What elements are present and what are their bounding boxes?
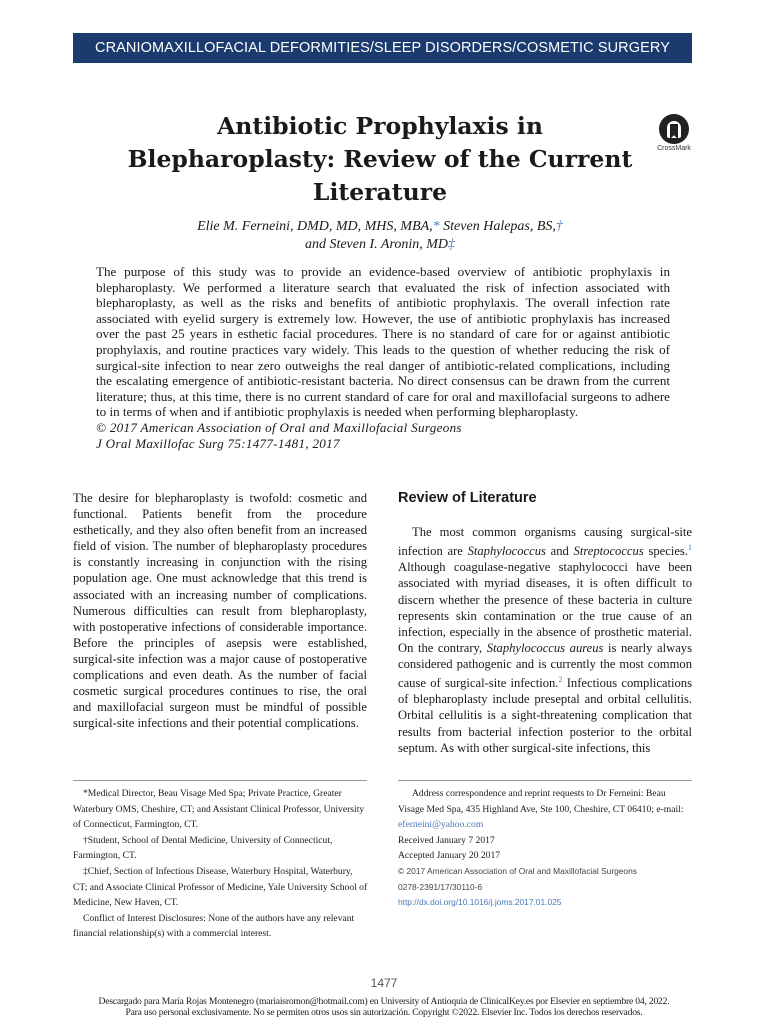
abstract-copyright: © 2017 American Association of Oral and Maxillofacial Surgeons <box>96 419 462 435</box>
abstract <box>96 264 670 451</box>
crossmark-label: CrossMark <box>657 145 691 152</box>
correspondence-text: Address correspondence and reprint requests to Dr Ferneini: Beau Visage Med Spa, 435 Highland Ave, Ste 100, Cheshire, CT 06410; e-mail: eferneini@yahoo.com <box>398 788 684 831</box>
footnote: Conflict of Interest Disclosures: None of the authors have any relevant financial relationship(s) with a commercial interest. <box>73 912 355 940</box>
affiliation-link[interactable]: * <box>432 219 440 234</box>
page-number: 1477 <box>370 976 398 990</box>
footnote: *Medical Director, Beau Visage Med Spa; Private Practice, Greater Waterbury OMS, Cheshire, CT; and Assistant Clinical Professor, University of Connecticut, Farmington, CT. <box>73 788 365 831</box>
footnote-divider <box>73 780 367 781</box>
section-banner: CRANIOMAXILLOFACIAL DEFORMITIES/SLEEP DISORDERS/COSMETIC SURGERY <box>73 33 692 63</box>
introduction-column <box>73 490 367 731</box>
affiliation-link[interactable]: † <box>555 219 563 234</box>
email-link[interactable]: eferneini@yahoo.com <box>398 819 484 831</box>
crossmark-badge[interactable] <box>654 114 694 152</box>
affiliation-link[interactable]: ‡ <box>448 237 456 252</box>
title-line: Literature <box>312 178 448 206</box>
reference-link[interactable]: 1 <box>687 543 692 553</box>
copyright-line: © 2017 American Association of Oral and Maxillofacial Surgeons <box>398 865 637 876</box>
footnote: ‡Chief, Section of Infectious Disease, Waterbury Hospital, Waterbury, CT; and Associate Clinical Professor of Medicine, Yale University School of Medicine, New Haven, CT. <box>73 865 368 909</box>
footnote: †Student, School of Dental Medicine, University of Connecticut, Farmington, CT. <box>73 834 333 862</box>
article-title <box>95 110 665 209</box>
review-paragraph: The most common organisms causing surgical-site infection are Staphylococcus and Streptococcus species.$^1$ Although coagulase-negative staphylococci have been associated with myriad diseases, it is often difficult to discern whether the presence of these bacteria in culture represents skin contamination or the true cause of an infection, especially in the absence of prosthetic material. On the contrary, Staphylococcus aureus is nearly always considered pathogenic and is currently the most common cause of surgical-site infection.$^2$ Infectious complications of blepharoplasty include preseptal and orbital cellulitis. Orbital cellulitis is a sight-threatening complication that results from bacterial infection posterior to the orbital septum. As with other surgical-site infections, this <box>398 525 692 755</box>
author-name: Steven Halepas, BS, <box>443 219 556 234</box>
author-name: Elie M. Ferneini, DMD, MD, MHS, MBA, <box>197 219 433 234</box>
doi-link[interactable]: http://dx.doi.org/10.1016/j.joms.2017.01.025 <box>398 897 562 908</box>
issn-line: 0278-2391/17/30110-6 <box>398 881 483 892</box>
abstract-text: The purpose of this study was to provide an evidence-based overview of antibiotic prophylaxis in blepharoplasty. We performed a literature search that evaluated the risk of infection associated with blepharoplasty, as well as the risks and benefits of antibiotic prophylaxis. The overall infection rate associated with eyelid surgery is extremely low. However, the use of antibiotic prophylaxis has increased over the past 25 years in esthetic facial procedures. There is no standard of care for or against antibiotic prophylaxis, and routine practices vary widely. This leads to the question of whether reducing the risk of surgical-site infection to near zero outweighs the real danger of antibiotic-related complications, including the escalating emergence of antibiotic-resistant bacteria. No direct consensus can be drawn from the current literature; thus, at this time, there is no current standard of care for oral and maxillofacial surgeons to adhere to in terms of when and if antibiotic prophylaxis is needed when performing blepharoplasty. <box>96 264 670 420</box>
download-notice: Descargado para María Rojas Montenegro (mariaisromon@hotmail.com) en University of Antioquia de ClinicalKey.es por Elsevier en septiembre 04, 2022. Para uso personal exclusivamente. No se permiten otros usos sin autorización. Copyright ©2022. Elsevier Inc. Todos los derechos reservados. <box>98 996 670 1018</box>
received-date: Received January 7 2017 <box>398 834 495 846</box>
reference-link[interactable]: 2 <box>558 675 563 685</box>
author-name: and Steven I. Aronin, MD <box>304 237 449 252</box>
journal-citation: J Oral Maxillofac Surg 75:1477-1481, 2017 <box>96 435 340 451</box>
title-line: Antibiotic Prophylaxis in <box>217 112 543 140</box>
review-column <box>398 488 692 756</box>
section-heading: Review of Literature <box>398 490 537 506</box>
crossmark-icon <box>659 114 689 144</box>
footnote-divider <box>398 780 692 781</box>
affiliation-footnotes <box>73 786 369 942</box>
introduction-paragraph: The desire for blepharoplasty is twofold: cosmetic and functional. Patients benefit from the procedure esthetically, and they also often benefit from an increased field of vision. The number of blepharoplasty procedures is constantly increasing in conjunction with the rising population age. One must acknowledge that this trend is associated with an increasing number of complications. Numerous difficulties can result from blepharoplasty, with postoperative infections of considerable importance. Before the principles of asepsis were established, surgical-site infection was a major cause of postoperative complications and even death. As the number of facial cosmetic surgical procedures continues to rise, the oral and maxillofacial surgeon must be mindful of possible surgical-site infections and their potential complications. <box>73 491 367 731</box>
author-list <box>120 218 640 254</box>
correspondence-block <box>398 786 692 911</box>
title-line: Blepharoplasty: Review of the Current <box>127 145 633 173</box>
accepted-date: Accepted January 20 2017 <box>398 850 501 862</box>
